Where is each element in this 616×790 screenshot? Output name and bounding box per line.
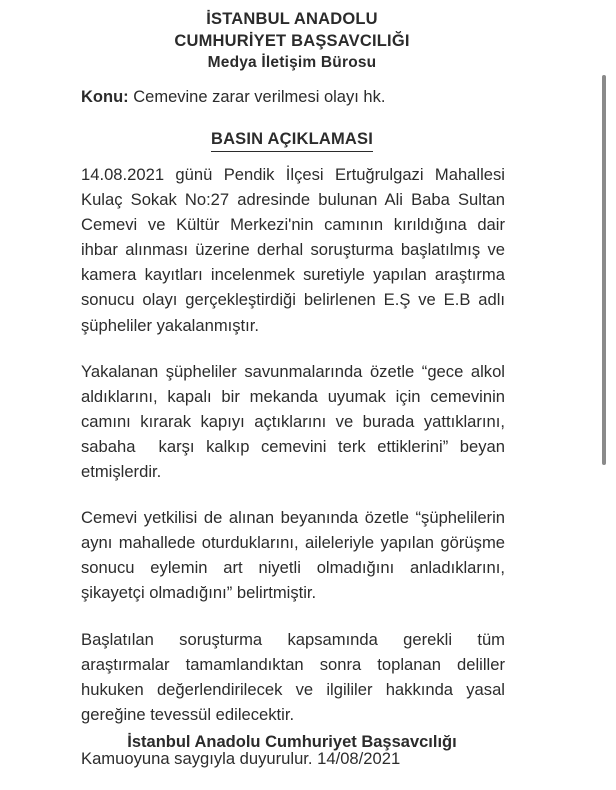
subject-text: Cemevine zarar verilmesi olayı hk. [128, 88, 386, 106]
letterhead [0, 8, 584, 74]
letterhead-line-3: Medya İletişim Bürosu [207, 54, 377, 71]
body-paragraph: 14.08.2021 günü Pendik İlçesi Ertuğrulgazi Mahallesi Kulaç Sokak No:27 adresinde bulunan Ali Baba Sultan Cemevi ve Kültür Merkezi'nin camının kırıldığına dair ihbar alınması üzerine derhal soruşturma başlatılmış ve kamera kayıtları incelenmek suretiyle yapılan araştırma sonucu olayı gerçekleştirdiği belirlenen E.Ş ve E.B adlı şüpheliler yakalanmıştır. [81, 165, 510, 335]
body-paragraph: Yakalanan şüpheliler savunmalarında özetle “gece alkol aldıklarını, kapalı bir mekanda uyumak için cemevinin camını kırarak kapıyı açtıklarını ve burada yattıklarını, sabaha karşı kalkıp cemevini terk ettiklerini” beyan etmişlerdir. [81, 361, 510, 482]
scrollbar-thumb[interactable] [602, 75, 606, 465]
body-paragraph: Başlatılan soruşturma kapsamında gerekli tüm araştırmalar tamamlandıktan sonra toplanan deliller hukuken değerlendirilecek ve ilgililer hakkında yasal gereğine tevessül edilecektir. [81, 629, 510, 724]
closing-line: Kamuoyuna saygıyla duyurulur. 14/08/2021 [81, 748, 401, 768]
document-title-text: BASIN AÇIKLAMASI [211, 128, 373, 152]
body-paragraph: Cemevi yetkilisi de alınan beyanında özetle “şüphelilerin aynı mahallede oturduklarını, aileleriyle yapılan görüşme sonucu eylemin art niyetli olmadığını anladıklarını, şikayetçi olmadığını” belirtmiştir. [81, 508, 510, 603]
letterhead-line-1: İSTANBUL ANADOLU [206, 10, 378, 28]
subject-label: Konu: [81, 88, 129, 106]
letterhead-line-2: CUMHURİYET BAŞSAVCILIĞI [174, 32, 410, 50]
signature-line: İstanbul Anadolu Cumhuriyet Başsavcılığı [127, 733, 457, 751]
document-body [81, 162, 510, 771]
document-title [0, 128, 584, 152]
subject-line [81, 86, 505, 108]
